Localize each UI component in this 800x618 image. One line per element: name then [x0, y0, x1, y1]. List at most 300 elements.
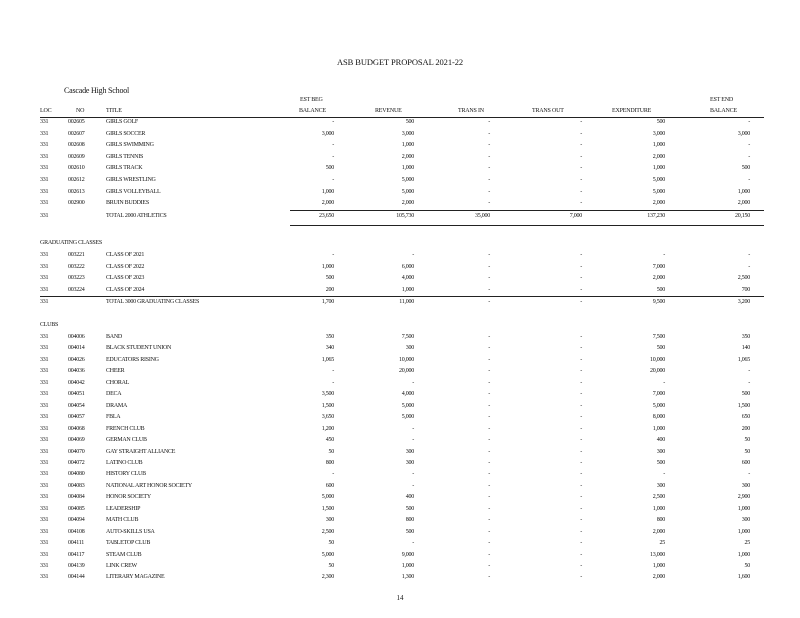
cell-beg-balance: 3,000	[321, 130, 334, 137]
cell-end-balance: 1,065	[737, 356, 750, 363]
cell-trans-out: -	[580, 345, 582, 352]
cell-end-balance: 2,900	[737, 494, 750, 501]
cell-expenditure: 7,000	[652, 391, 665, 398]
cell-title: BLACK STUDENT UNION	[106, 345, 172, 352]
cell-loc: 331	[40, 252, 49, 258]
cell-loc: 331	[40, 391, 49, 398]
cell-title: GIRLS SOCCER	[106, 130, 146, 137]
cell-expenditure: 500	[656, 119, 665, 125]
cell-loc: 331	[40, 437, 49, 444]
cell-beg-balance: 500	[325, 275, 334, 281]
cell-beg-balance: 500	[325, 165, 334, 172]
cell-title: MATH CLUB	[106, 517, 139, 524]
cell-revenue: -	[412, 482, 414, 489]
cell-no: 003224	[68, 286, 85, 293]
cell-revenue: -	[412, 540, 414, 547]
cell-trans-out: -	[580, 275, 582, 281]
cell-trans-out: -	[580, 177, 582, 183]
table-row	[0, 449, 800, 460]
cell-trans-in: -	[488, 200, 490, 207]
cell-no: 003223	[68, 275, 85, 281]
table-row	[0, 345, 800, 356]
cell-beg-balance: 3,500	[321, 391, 334, 398]
cell-expenditure: 300	[656, 482, 665, 489]
cell-end-balance: 700	[741, 286, 750, 293]
cell-trans-out: -	[580, 263, 582, 270]
cell-revenue: 500	[405, 505, 414, 512]
cell-end-balance: 50	[744, 448, 750, 455]
table-row	[0, 552, 800, 563]
cell-loc: 331	[40, 368, 49, 375]
cell-title: AUTO-SKILLS USA	[106, 528, 155, 535]
table-row	[0, 494, 800, 505]
cell-title: LITERARY MAGAZINE	[106, 574, 165, 581]
cell-trans-out: -	[580, 448, 582, 455]
cell-end-balance: 140	[741, 345, 750, 352]
section-clubs-text: CLUBS	[40, 322, 59, 328]
cell-trans-out: -	[580, 414, 582, 421]
cell-trans-out: -	[580, 551, 582, 558]
table-row	[0, 275, 800, 286]
table-row	[0, 380, 800, 391]
table-row	[0, 460, 800, 471]
table-row	[0, 506, 800, 517]
cell-loc: 331	[40, 286, 49, 293]
table-row	[0, 574, 800, 585]
header-expenditure: EXPENDITURE	[612, 108, 652, 114]
cell-no: 002608	[68, 142, 85, 149]
cell-beg-balance: 2,000	[321, 200, 334, 207]
cell-beg-balance: -	[332, 119, 334, 125]
document-title: ASB BUDGET PROPOSAL 2021-22	[337, 57, 463, 67]
cell-loc: 331	[40, 414, 49, 421]
cell-revenue: -	[412, 379, 414, 386]
cell-trans-in: -	[488, 275, 490, 281]
cell-end-balance: 2,500	[737, 275, 750, 281]
cell-loc: 331	[40, 165, 49, 172]
cell-end-balance: -	[748, 379, 750, 386]
cell-beg-balance: 50	[328, 540, 334, 547]
cell-expenditure: 500	[656, 286, 665, 293]
cell-trans-out: -	[580, 517, 582, 524]
cell-revenue: 5,000	[401, 188, 414, 195]
cell-trans-out: -	[580, 200, 582, 207]
cell-title: GERMAN CLUB	[106, 437, 147, 444]
cell-trans-in: -	[488, 414, 490, 421]
cell-expenditure: -	[663, 379, 665, 386]
cell-revenue: 6,000	[401, 263, 414, 270]
cell-title: CLASS OF 2023	[106, 275, 145, 281]
table-row	[0, 142, 800, 153]
cell-expenditure: 2,000	[652, 153, 665, 160]
cell-beg-balance: 300	[325, 517, 334, 524]
cell-revenue: 500	[405, 119, 414, 125]
cell-expenditure: 13,000	[650, 551, 665, 558]
cell-beg-balance: 1,000	[321, 263, 334, 270]
cell-beg-balance: 23,650	[319, 213, 334, 219]
cell-end-balance: -	[748, 252, 750, 258]
cell-end-balance: 3,200	[737, 299, 750, 305]
cell-trans-out: -	[580, 142, 582, 149]
cell-no: 002605	[68, 119, 85, 125]
cell-title: DECA	[106, 391, 122, 398]
total-row-graduating	[0, 299, 800, 310]
cell-revenue: 2,000	[401, 200, 414, 207]
cell-title: GIRLS SWIMMING	[106, 142, 154, 149]
cell-revenue: 4,000	[401, 391, 414, 398]
cell-revenue: -	[412, 425, 414, 432]
table-row	[0, 131, 800, 142]
cell-trans-out: -	[580, 574, 582, 581]
cell-title: FRENCH CLUB	[106, 425, 145, 432]
cell-expenditure: 5,000	[652, 177, 665, 183]
table-row	[0, 483, 800, 494]
cell-no: 004068	[68, 425, 85, 432]
cell-revenue: -	[412, 471, 414, 478]
cell-title: CHEER	[106, 368, 125, 375]
cell-loc: 331	[40, 540, 49, 547]
cell-revenue: 3,000	[401, 130, 414, 137]
table-row	[0, 563, 800, 574]
cell-title: GIRLS VOLLEYBALL	[106, 188, 161, 195]
cell-revenue: 1,300	[401, 574, 414, 581]
cell-loc: 331	[40, 119, 49, 125]
table-row	[0, 414, 800, 425]
section-clubs	[0, 322, 800, 333]
cell-title: GIRLS TENNIS	[106, 153, 144, 160]
cell-no: 004042	[68, 379, 85, 386]
cell-revenue: 5,000	[401, 414, 414, 421]
cell-beg-balance: -	[332, 368, 334, 375]
cell-no: 004026	[68, 356, 85, 363]
athletics-total-rule	[290, 210, 764, 211]
cell-trans-in: -	[488, 425, 490, 432]
cell-end-balance: 1,500	[737, 402, 750, 409]
cell-loc: 331	[40, 505, 49, 512]
cell-beg-balance: 200	[325, 286, 334, 293]
cell-end-balance: -	[748, 142, 750, 149]
table-row	[0, 426, 800, 437]
section-graduating-classes-text: GRADUATING CLASSES	[40, 240, 103, 246]
cell-trans-in: -	[488, 528, 490, 535]
cell-expenditure: 500	[656, 459, 665, 466]
cell-beg-balance: 1,000	[321, 188, 334, 195]
cell-trans-out: -	[580, 471, 582, 478]
cell-revenue: 1,000	[401, 165, 414, 172]
cell-trans-out: -	[580, 299, 582, 305]
cell-end-balance: 50	[744, 563, 750, 569]
cell-title: BAND	[106, 334, 123, 340]
cell-no: 004006	[68, 334, 85, 340]
cell-trans-in: -	[488, 165, 490, 172]
cell-title: HISTORY CLUB	[106, 471, 146, 478]
cell-expenditure: 400	[656, 437, 665, 444]
cell-no: 003221	[68, 252, 85, 258]
cell-no: 002900	[68, 200, 85, 207]
cell-end-balance: 25	[744, 540, 750, 547]
cell-trans-in: -	[488, 551, 490, 558]
cell-revenue: 10,000	[399, 356, 414, 363]
cell-end-balance: 1,000	[737, 528, 750, 535]
table-row	[0, 540, 800, 551]
cell-beg-balance: 3,650	[321, 414, 334, 421]
cell-revenue: 7,500	[401, 334, 414, 340]
cell-end-balance: -	[748, 368, 750, 375]
table-row	[0, 189, 800, 200]
cell-trans-out: -	[580, 437, 582, 444]
cell-trans-in: -	[488, 391, 490, 398]
cell-no: 004070	[68, 448, 85, 455]
cell-revenue: 1,000	[401, 563, 414, 569]
cell-expenditure: 500	[656, 345, 665, 352]
cell-trans-in: -	[488, 482, 490, 489]
cell-beg-balance: 50	[328, 448, 334, 455]
graduating-total-rule	[40, 296, 764, 297]
cell-title: LATINO CLUB	[106, 459, 143, 466]
cell-expenditure: 137,230	[647, 213, 665, 219]
header-loc: LOC	[40, 108, 52, 114]
cell-title: NATIONAL ART HONOR SOCIETY	[106, 482, 192, 489]
cell-trans-out: -	[580, 425, 582, 432]
cell-trans-out: -	[580, 165, 582, 172]
cell-expenditure: 3,000	[652, 130, 665, 137]
cell-beg-balance: 1,500	[321, 505, 334, 512]
table-row	[0, 517, 800, 528]
cell-no: 004080	[68, 471, 85, 478]
cell-no: 003222	[68, 263, 85, 270]
cell-no: 004108	[68, 528, 85, 535]
table-row	[0, 165, 800, 176]
cell-title: TABLETOP CLUB	[106, 540, 151, 547]
cell-beg-balance: 600	[325, 482, 334, 489]
cell-beg-balance: 340	[325, 345, 334, 352]
cell-expenditure: -	[663, 471, 665, 478]
cell-end-balance: 1,000	[737, 188, 750, 195]
header-revenue: REVENUE	[375, 108, 402, 114]
cell-expenditure: 800	[656, 517, 665, 524]
cell-trans-in: -	[488, 494, 490, 501]
cell-trans-in: -	[488, 153, 490, 160]
table-row	[0, 264, 800, 275]
cell-trans-in: -	[488, 299, 490, 305]
cell-loc: 331	[40, 275, 49, 281]
table-row	[0, 471, 800, 482]
cell-expenditure: 2,000	[652, 528, 665, 535]
cell-title: GIRLS TRACK	[106, 165, 143, 172]
cell-trans-out: -	[580, 368, 582, 375]
cell-expenditure: 2,500	[652, 494, 665, 501]
cell-end-balance: 600	[741, 459, 750, 466]
cell-trans-in: -	[488, 345, 490, 352]
cell-loc: 331	[40, 459, 49, 466]
table-row	[0, 368, 800, 379]
cell-end-balance: 50	[744, 437, 750, 444]
cell-expenditure: 2,000	[652, 275, 665, 281]
cell-title: TOTAL 2000 ATHLETICS	[106, 213, 167, 219]
cell-end-balance: -	[748, 471, 750, 478]
cell-beg-balance: -	[332, 471, 334, 478]
cell-trans-in: -	[488, 459, 490, 466]
cell-no: 004072	[68, 459, 85, 466]
cell-trans-in: -	[488, 437, 490, 444]
cell-expenditure: 20,000	[650, 368, 665, 375]
cell-trans-out: -	[580, 188, 582, 195]
cell-trans-in: -	[488, 448, 490, 455]
cell-trans-in: -	[488, 356, 490, 363]
cell-end-balance: 300	[741, 517, 750, 524]
cell-trans-in: -	[488, 286, 490, 293]
cell-beg-balance: 5,000	[321, 494, 334, 501]
cell-loc: 331	[40, 471, 49, 478]
cell-no: 004057	[68, 414, 85, 421]
cell-end-balance: -	[748, 119, 750, 125]
cell-title: GAY STRAIGHT ALLIANCE	[106, 448, 176, 455]
cell-end-balance: 350	[741, 334, 750, 340]
cell-revenue: 11,000	[399, 299, 414, 305]
cell-beg-balance: 800	[325, 459, 334, 466]
table-row	[0, 391, 800, 402]
cell-revenue: 300	[405, 459, 414, 466]
header-trans-in: TRANS IN	[458, 108, 484, 114]
cell-trans-in: -	[488, 142, 490, 149]
cell-loc: 331	[40, 517, 49, 524]
cell-expenditure: 10,000	[650, 356, 665, 363]
header-trans-out: TRANS OUT	[532, 108, 564, 114]
cell-end-balance: 500	[741, 165, 750, 172]
cell-loc: 331	[40, 494, 49, 501]
cell-beg-balance: 350	[325, 334, 334, 340]
cell-expenditure: 5,000	[652, 402, 665, 409]
cell-revenue: 105,730	[396, 213, 414, 219]
cell-end-balance: 200	[741, 425, 750, 432]
cell-revenue: 1,000	[401, 286, 414, 293]
cell-end-balance: -	[748, 153, 750, 160]
cell-revenue: 300	[405, 345, 414, 352]
header-beg-balance-line2: BALANCE	[299, 108, 326, 114]
cell-beg-balance: -	[332, 379, 334, 386]
page-number: 14	[396, 594, 404, 602]
cell-no: 004014	[68, 345, 85, 352]
cell-trans-out: -	[580, 402, 582, 409]
cell-loc: 331	[40, 299, 49, 305]
cell-trans-in: -	[488, 177, 490, 183]
header-end-balance-line1: EST END	[710, 97, 733, 103]
cell-beg-balance: -	[332, 177, 334, 183]
header-no: NO	[76, 108, 85, 114]
cell-no: 004094	[68, 517, 85, 524]
cell-revenue: -	[412, 437, 414, 444]
header-rule	[40, 117, 764, 118]
header-beg-balance-line1: EST BEG	[300, 97, 323, 103]
cell-expenditure: 5,000	[652, 188, 665, 195]
table-row	[0, 119, 800, 130]
school-name: Cascade High School	[64, 86, 130, 95]
cell-no: 002613	[68, 188, 85, 195]
cell-trans-out: -	[580, 356, 582, 363]
cell-end-balance: 650	[741, 414, 750, 421]
cell-end-balance: 1,600	[737, 574, 750, 581]
cell-loc: 331	[40, 263, 49, 270]
cell-end-balance: 500	[741, 391, 750, 398]
athletics-total-underline	[290, 225, 764, 226]
cell-revenue: 800	[405, 517, 414, 524]
cell-expenditure: 8,000	[652, 414, 665, 421]
cell-trans-out: -	[580, 391, 582, 398]
cell-trans-in: -	[488, 505, 490, 512]
cell-loc: 331	[40, 448, 49, 455]
cell-loc: 331	[40, 356, 49, 363]
cell-trans-out: -	[580, 153, 582, 160]
cell-loc: 331	[40, 177, 49, 183]
cell-title: CLASS OF 2021	[106, 252, 145, 258]
cell-loc: 331	[40, 130, 49, 137]
cell-trans-in: -	[488, 119, 490, 125]
cell-no: 004139	[68, 563, 85, 569]
cell-beg-balance: 2,300	[321, 574, 334, 581]
cell-trans-in: -	[488, 517, 490, 524]
cell-revenue: 4,000	[401, 275, 414, 281]
cell-expenditure: -	[663, 252, 665, 258]
cell-beg-balance: -	[332, 153, 334, 160]
cell-expenditure: 2,000	[652, 200, 665, 207]
cell-title: BRUIN BUDDIES	[106, 200, 149, 207]
cell-loc: 331	[40, 528, 49, 535]
cell-beg-balance: 1,065	[321, 356, 334, 363]
cell-beg-balance: 450	[325, 437, 334, 444]
cell-end-balance: -	[748, 263, 750, 270]
cell-no: 002612	[68, 177, 85, 183]
cell-title: DRAMA	[106, 402, 128, 409]
cell-trans-out: -	[580, 252, 582, 258]
cell-title: LEADERSHIP	[106, 505, 141, 512]
cell-expenditure: 7,000	[652, 263, 665, 270]
cell-end-balance: 2,000	[737, 200, 750, 207]
cell-no: 002609	[68, 153, 85, 160]
cell-no: 004051	[68, 391, 85, 398]
cell-end-balance: 1,000	[737, 551, 750, 558]
cell-loc: 331	[40, 200, 49, 207]
cell-end-balance: 20,150	[735, 213, 750, 219]
section-graduating-classes	[0, 240, 800, 251]
cell-title: GIRLS GOLF	[106, 119, 139, 125]
cell-loc: 331	[40, 563, 49, 569]
total-row-athletics	[0, 213, 800, 224]
cell-trans-out: -	[580, 528, 582, 535]
cell-expenditure: 300	[656, 448, 665, 455]
cell-beg-balance: 5,000	[321, 551, 334, 558]
cell-title: TOTAL 3000 GRADUATING CLASSES	[106, 299, 200, 305]
cell-end-balance: 3,000	[737, 130, 750, 137]
cell-revenue: 5,000	[401, 402, 414, 409]
cell-trans-in: -	[488, 188, 490, 195]
cell-loc: 331	[40, 402, 49, 409]
cell-no: 004144	[68, 574, 85, 581]
cell-title: CLASS OF 2024	[106, 286, 145, 293]
cell-loc: 331	[40, 142, 49, 149]
table-row	[0, 334, 800, 345]
cell-loc: 331	[40, 213, 49, 219]
cell-end-balance: -	[748, 177, 750, 183]
table-row	[0, 177, 800, 188]
cell-revenue: 500	[405, 528, 414, 535]
cell-revenue: 20,000	[399, 368, 414, 375]
cell-trans-in: -	[488, 574, 490, 581]
cell-loc: 331	[40, 345, 49, 352]
cell-trans-out: -	[580, 459, 582, 466]
cell-no: 004069	[68, 437, 85, 444]
cell-revenue: 400	[405, 494, 414, 501]
cell-trans-in: -	[488, 130, 490, 137]
